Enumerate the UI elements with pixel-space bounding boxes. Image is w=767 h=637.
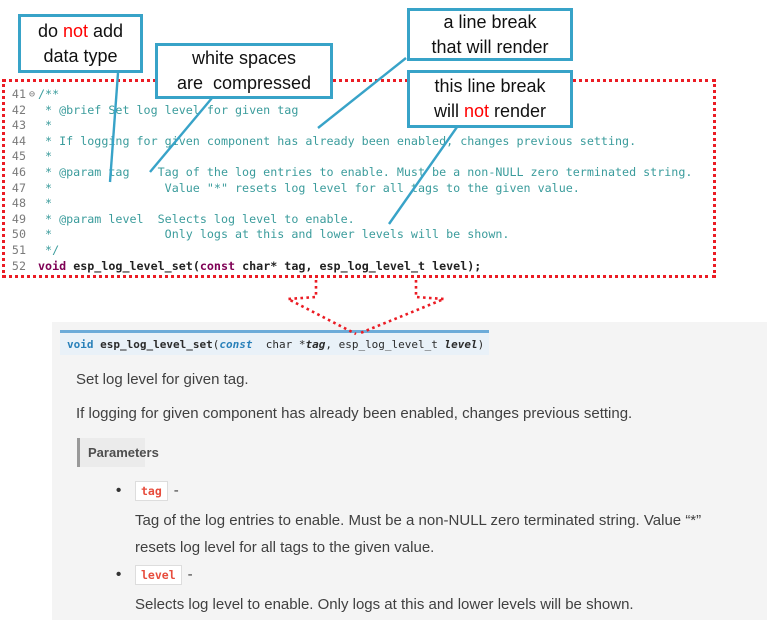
code-editor-area[interactable] bbox=[4, 87, 710, 274]
code-text: * bbox=[38, 118, 53, 133]
signature-param-level: level bbox=[444, 338, 478, 351]
param-description-level: Selects log level to enable. Only logs at this and lower levels will be shown. bbox=[135, 596, 634, 613]
code-line bbox=[4, 243, 710, 259]
code-line bbox=[4, 149, 710, 165]
code-line bbox=[4, 103, 710, 119]
line-number: 44 bbox=[11, 133, 26, 148]
rendered-docs-panel bbox=[52, 322, 767, 620]
code-line bbox=[4, 227, 710, 243]
line-number: 49 bbox=[11, 211, 26, 226]
const-keyword: const bbox=[199, 258, 236, 273]
gutter-space bbox=[26, 227, 38, 243]
code-text: * @param tag Tag of the log entries to enable. Must be a non-NULL zero terminated string. bbox=[38, 164, 693, 179]
gutter-space bbox=[26, 134, 38, 150]
param-list-item-level bbox=[116, 564, 767, 585]
bullet-icon: • bbox=[116, 482, 122, 499]
param-name-tag: tag bbox=[135, 481, 168, 501]
gutter-space bbox=[26, 243, 38, 259]
callout-text: data type bbox=[43, 45, 118, 66]
code-text: * If logging for given component has already been enabled, changes previous setting. bbox=[38, 133, 637, 148]
param-name-level: level bbox=[135, 565, 182, 585]
void-keyword: void bbox=[38, 258, 67, 273]
brief-description: Set log level for given tag. bbox=[76, 371, 249, 388]
line-number: 51 bbox=[11, 242, 26, 257]
line-number: 45 bbox=[11, 149, 26, 164]
gutter-space bbox=[26, 165, 38, 181]
line-number: 48 bbox=[11, 196, 26, 211]
line-number: 42 bbox=[11, 102, 26, 117]
signature-char-type: char * bbox=[252, 338, 306, 351]
fold-collapse-icon[interactable]: ⊖ bbox=[28, 89, 36, 100]
declaration-name: esp_log_level_set( bbox=[66, 258, 200, 273]
param-description-tag bbox=[52, 507, 767, 561]
code-text: /** bbox=[38, 87, 60, 101]
param-list-item-tag bbox=[116, 480, 767, 501]
callout-text: that will render bbox=[431, 36, 549, 57]
code-line bbox=[4, 165, 710, 181]
line-number: 41 bbox=[11, 87, 26, 101]
callout-text: do not add bbox=[37, 20, 124, 41]
detailed-description: If logging for given component has already been enabled, changes previous setting. bbox=[76, 405, 633, 422]
code-text: */ bbox=[38, 242, 60, 257]
callout-text: will not render bbox=[433, 101, 547, 121]
code-line bbox=[4, 181, 710, 197]
function-signature-bar bbox=[60, 330, 489, 355]
callout-text: a line break bbox=[443, 11, 537, 32]
function-declaration bbox=[38, 259, 481, 275]
callout-line-break-not-render bbox=[407, 70, 573, 128]
signature-return-type: void bbox=[67, 338, 101, 351]
code-line bbox=[4, 212, 710, 228]
code-text: * Only logs at this and lower levels will be shown. bbox=[38, 227, 510, 242]
code-text: * bbox=[38, 196, 53, 211]
signature-const-keyword: const bbox=[219, 338, 253, 351]
callout-text: white spaces bbox=[191, 48, 297, 68]
callout-text: are compressed bbox=[176, 73, 312, 93]
code-line bbox=[4, 134, 710, 150]
declaration-args: char* tag, esp_log_level_t level); bbox=[235, 258, 482, 273]
gutter-space bbox=[26, 259, 38, 275]
signature-param-tag: tag bbox=[305, 338, 326, 351]
signature-function-name: esp_log_level_set bbox=[100, 338, 213, 351]
signature-paren-close: ) bbox=[477, 338, 485, 351]
gutter-space bbox=[26, 196, 38, 212]
bullet-icon: • bbox=[116, 566, 122, 583]
signature-middle-type: , esp_log_level_t bbox=[325, 338, 445, 351]
code-text: * @param level Selects log level to enable. bbox=[38, 211, 355, 226]
param-dash: - bbox=[187, 566, 193, 583]
gutter-space bbox=[26, 212, 38, 228]
code-text: * Value "*" resets log level for all tags to the given value. bbox=[38, 180, 580, 195]
line-number: 50 bbox=[11, 227, 26, 242]
gutter-space bbox=[26, 118, 38, 134]
param-description-line: Tag of the log entries to enable. Must be a non-NULL zero terminated string. Value “*” bbox=[135, 512, 702, 529]
gutter-space bbox=[26, 103, 38, 119]
callout-text: this line break bbox=[434, 76, 546, 96]
code-line-declaration bbox=[4, 259, 710, 275]
line-number: 46 bbox=[11, 164, 26, 179]
line-number: 43 bbox=[11, 118, 26, 133]
code-line bbox=[4, 87, 710, 103]
code-line bbox=[4, 118, 710, 134]
signature-paren-open: ( bbox=[212, 338, 220, 351]
gutter-space bbox=[26, 181, 38, 197]
code-line bbox=[4, 196, 710, 212]
line-number: 52 bbox=[11, 258, 26, 273]
callout-no-data-type bbox=[18, 14, 143, 73]
callout-whitespace-compressed bbox=[155, 43, 333, 99]
callout-line-break-renders bbox=[407, 8, 573, 61]
code-text: * @brief Set log level for given tag bbox=[38, 102, 299, 117]
param-description-line: resets log level for all tags to the given value. bbox=[135, 539, 435, 556]
gutter-space bbox=[26, 149, 38, 165]
param-dash: - bbox=[173, 482, 179, 499]
line-number: 47 bbox=[11, 180, 26, 195]
code-text: * bbox=[38, 149, 53, 164]
parameters-header: Parameters bbox=[77, 438, 145, 467]
